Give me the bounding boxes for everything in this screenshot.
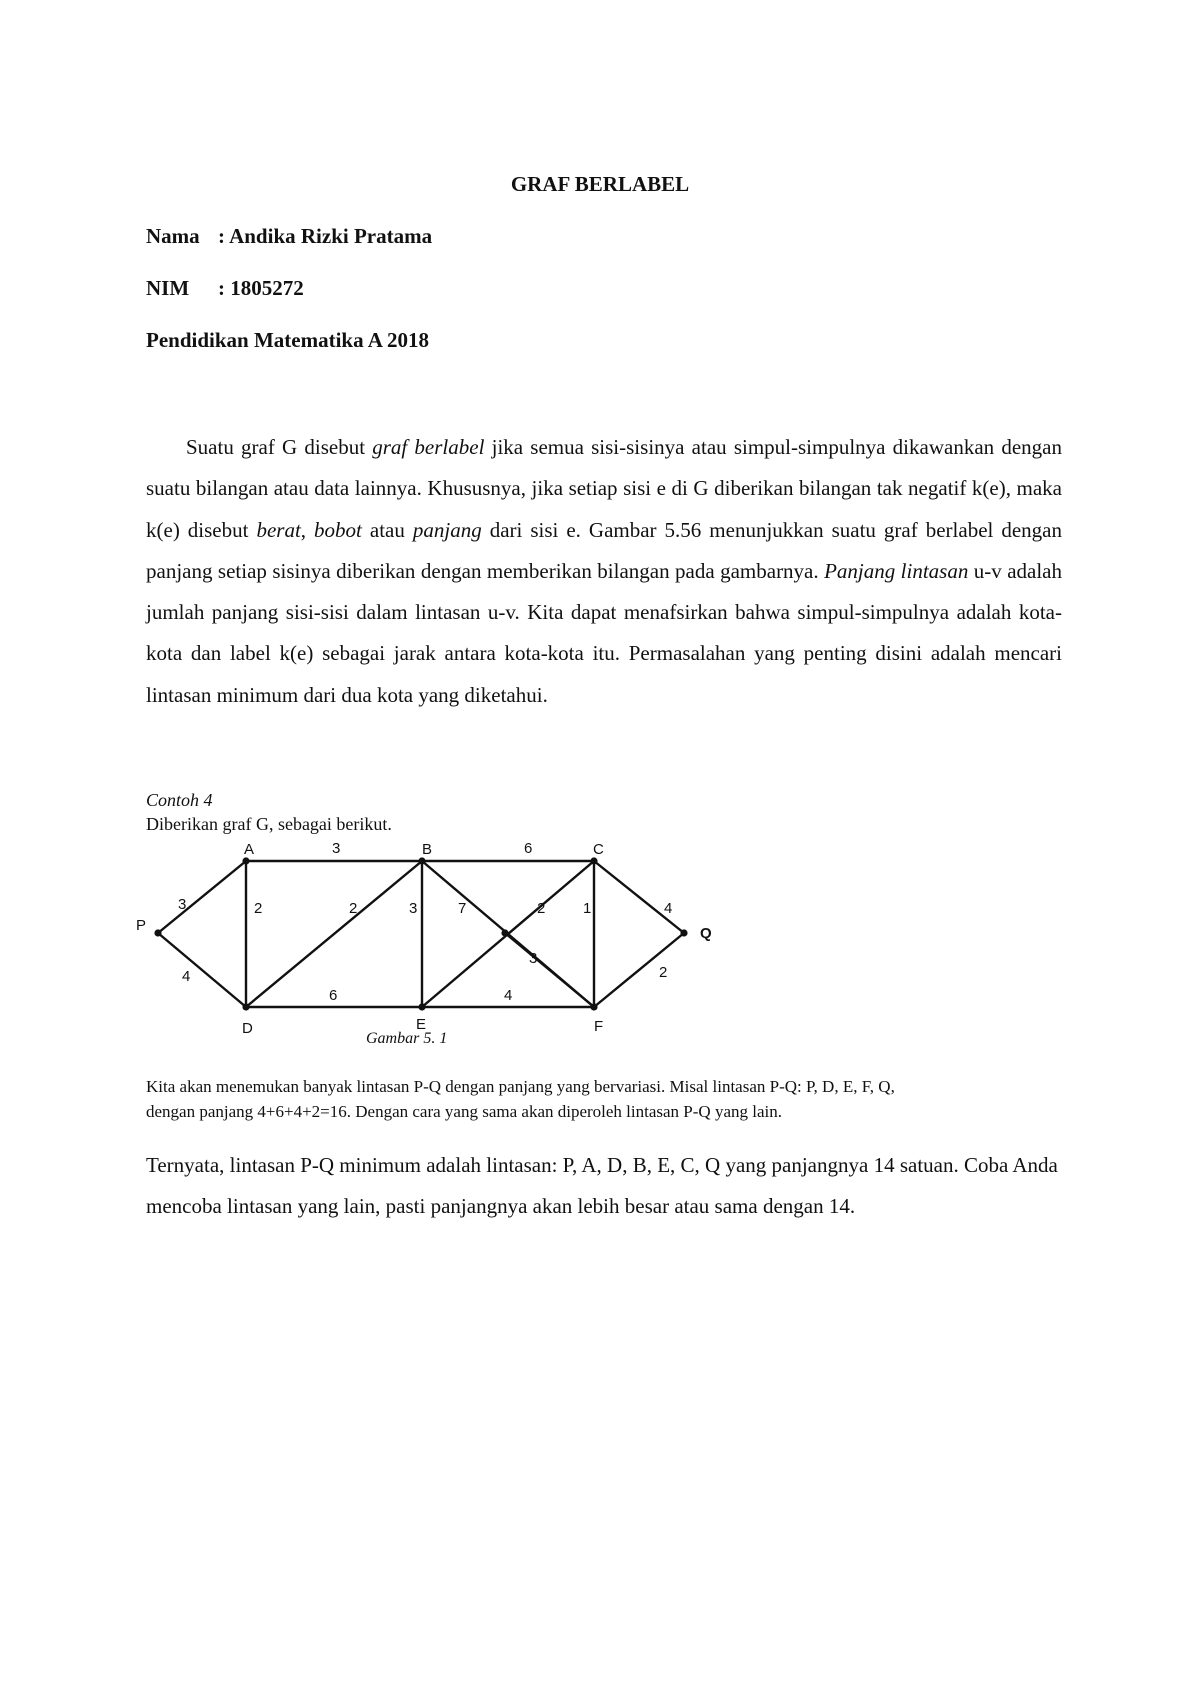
vertex-e [418,1003,425,1010]
conclusion-paragraph [146,1145,1062,1228]
student-nim-line [146,276,304,301]
term-bobot: bobot [314,517,362,542]
study-program: Pendidikan Matematika A 2018 [146,328,429,352]
term-berat: berat [256,517,301,542]
edge-c-q [594,861,684,933]
example-title: Contoh 4 [146,790,213,810]
intro-text: , [300,517,315,542]
edge-label-p-d: 4 [182,968,191,985]
vertex-center [501,929,508,936]
name-label: Nama [146,224,200,248]
nim-label: NIM [146,276,190,300]
edge-label-p-a: 3 [178,896,187,913]
edge-p-a [158,861,246,933]
edge-f-q [594,933,684,1007]
intro-text: u-v adalah jumlah panjang sisi-sisi dalam lintasan u-v. Kita dapat menafsirkan bahwa simpul-simpulnya adalah kota-kota dan label k(e) sebagai jarak antara kota-kota itu. Permasalahan yang penting disini adalah mencari lintasan minimum dari dua kota yang diketahui. [146,558,1062,707]
edge-label-a-b: 3 [332,840,341,857]
edge-label-a-d: 2 [254,900,263,917]
name-value: : Andika Rizki Pratama [218,224,433,248]
edge-label-d-e: 6 [329,987,338,1004]
labeled-graph-figure [136,833,720,1053]
edge-label-e-c: 2 [537,900,546,917]
vertex-d [242,1003,249,1010]
vertex-label-b: B [422,841,433,858]
edge-label-b-e: 3 [409,900,418,917]
vertex-label-a: A [244,841,255,858]
vertex-b [418,857,425,864]
term-panjang: panjang [412,517,482,542]
edge-d-b [246,861,422,1007]
document-title: GRAF BERLABEL [510,172,690,196]
vertex-label-q: Q [700,925,712,942]
note-line-2: dengan panjang 4+6+4+2=16. Dengan cara yang sama akan diperoleh lintasan P-Q yang lain. [146,1102,782,1121]
vertex-label-d: D [242,1020,253,1037]
vertex-f [590,1003,597,1010]
student-name-line [146,224,432,249]
edge-center-f [505,933,594,1007]
edge-label-center-f: 3 [529,950,538,967]
edge-label-b-f: 7 [458,900,467,917]
intro-text: jika semua sisi-sisinya atau simpul-simpulnya dikawankan dengan suatu bilangan atau data lainnya. Khususnya, jika setiap sisi e di G diberikan bilangan tak negatif k(e), maka k(e) disebut [146,435,1062,542]
vertex-c [590,857,597,864]
intro-paragraph [146,427,1062,716]
conclusion-text: Ternyata, lintasan P-Q minimum adalah lintasan: P, A, D, B, E, C, Q yang panjangnya 14 satuan. Coba Anda mencoba lintasan yang lain, pasti panjangnya akan lebih besar atau sama dengan 14. [146,1153,1058,1219]
intro-text: Suatu graf G disebut [186,435,373,459]
edge-label-c-f: 1 [583,900,592,917]
vertex-q [680,929,687,936]
vertex-label-c: C [593,841,604,858]
edge-label-c-q: 4 [664,900,673,917]
edge-label-b-c: 6 [524,840,533,857]
intro-text: dari sisi e. Gambar 5.56 menunjukkan suatu graf berlabel dengan panjang setiap sisinya diberikan dengan memberikan bilangan pada gambarnya. [146,517,1062,583]
edge-label-d-b: 2 [349,900,358,917]
term-graf-berlabel: graf berlabel [372,435,485,459]
vertex-label-e: E [416,1016,427,1033]
vertex-a [242,857,249,864]
example-note [146,1074,1062,1124]
edge-label-e-f: 4 [504,987,513,1004]
vertex-label-p: P [136,917,147,934]
edge-label-f-q: 2 [659,964,668,981]
figure-caption: Gambar 5. 1 [366,1030,448,1047]
vertex-label-f: F [594,1018,604,1035]
vertex-p [154,929,161,936]
edge-p-d [158,933,246,1007]
intro-text: atau [361,517,413,542]
term-panjang-lintasan: Panjang lintasan [824,558,969,583]
nim-value: : 1805272 [218,276,304,300]
note-line-1: Kita akan menemukan banyak lintasan P-Q dengan panjang yang bervariasi. Misal lintasan P-Q: P, D, E, F, Q, [146,1077,895,1096]
example-description: Diberikan graf G, sebagai berikut. [146,814,392,834]
